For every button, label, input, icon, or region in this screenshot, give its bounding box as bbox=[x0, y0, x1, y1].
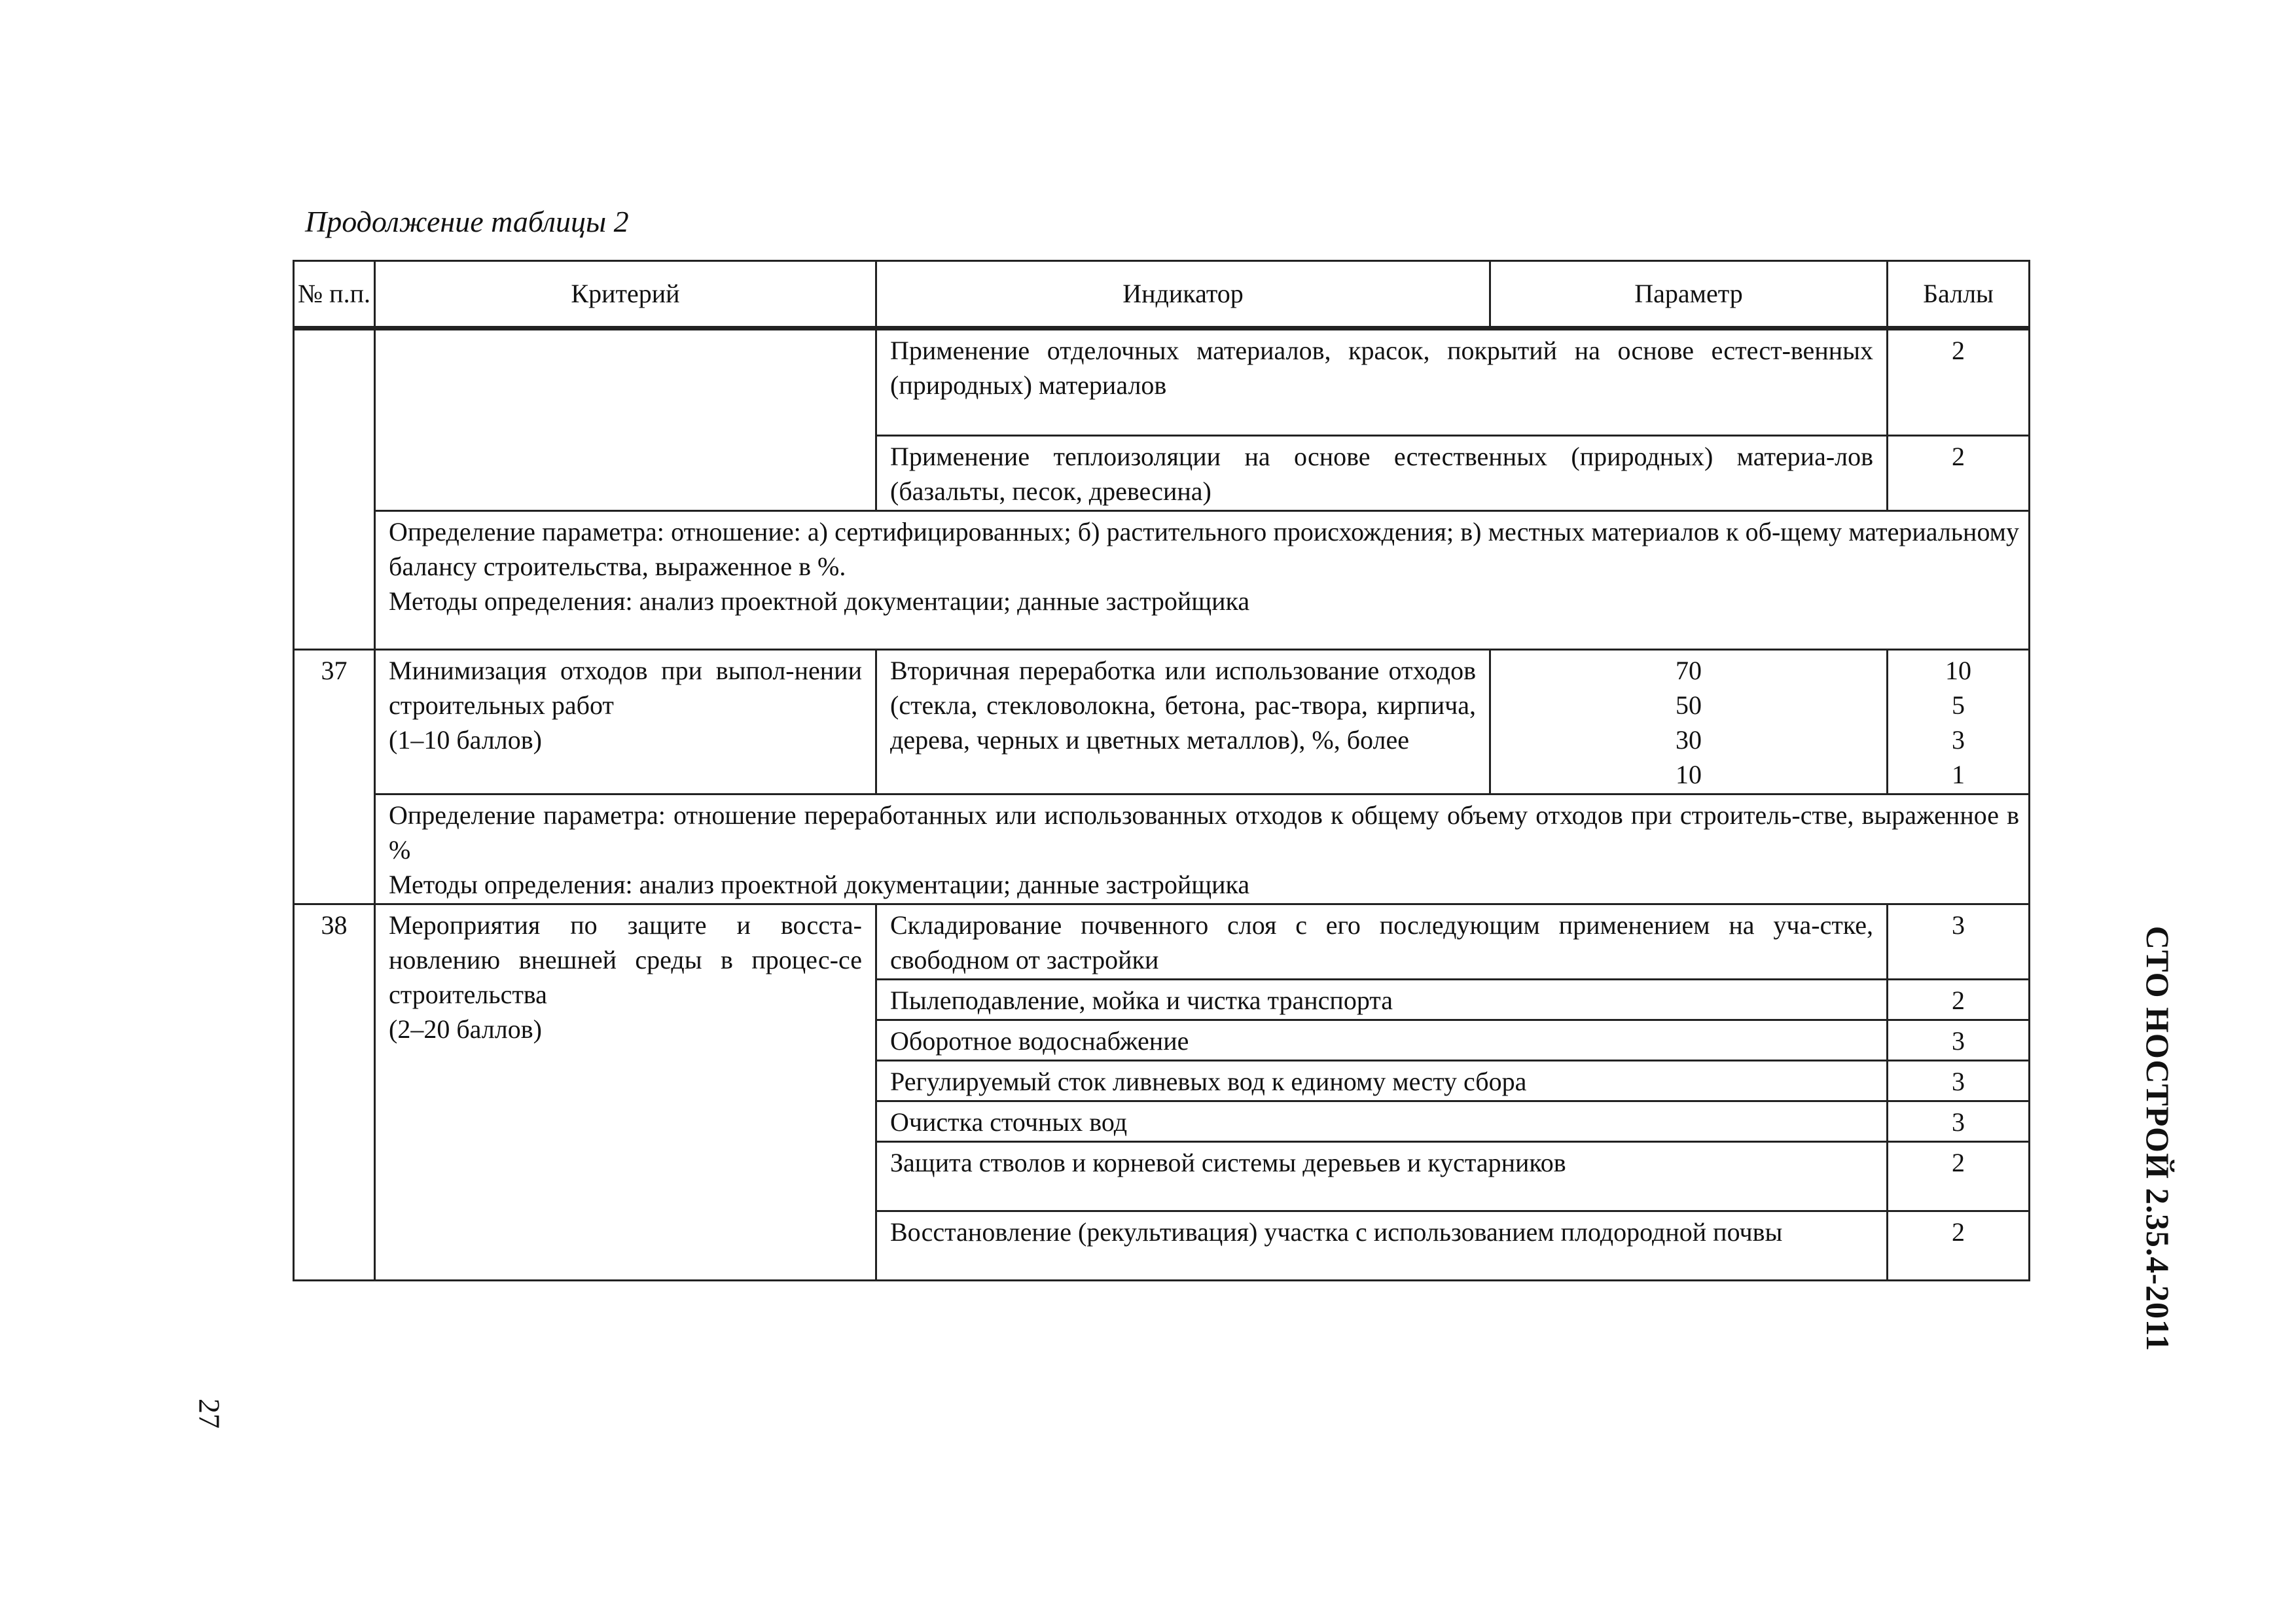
document-code-text: СТО НОСТРОЙ 2.35.4-2011 bbox=[2140, 925, 2176, 1352]
table-row bbox=[294, 329, 2030, 436]
row38-indicator: Регулируемый сток ливневых вод к единому месту сбора bbox=[876, 1061, 1888, 1101]
row38-criterion-points: (2–20 баллов) bbox=[389, 1014, 542, 1044]
row37-criterion-cell bbox=[375, 650, 876, 794]
row36-num-cell bbox=[294, 329, 375, 650]
row36-points-finishing: 2 bbox=[1888, 329, 2030, 436]
row38-indicator: Пылеподавление, мойка и чистка транспорта bbox=[876, 980, 1888, 1020]
page-number bbox=[190, 1387, 229, 1440]
row38-points: 3 bbox=[1888, 1020, 2030, 1061]
header-criterion: Критерий bbox=[375, 261, 876, 329]
row37-param-value: 30 bbox=[1676, 725, 1702, 755]
header-parameter: Параметр bbox=[1490, 261, 1888, 329]
header-points: Баллы bbox=[1888, 261, 2030, 329]
table-row bbox=[294, 904, 2030, 980]
row36-definition bbox=[375, 511, 2030, 650]
row38-indicator: Оборотное водоснабжение bbox=[876, 1020, 1888, 1061]
row37-definition bbox=[375, 794, 2030, 904]
row36-methods-text: Методы определения: анализ проектной документации; данные застройщика bbox=[389, 586, 1250, 616]
row37-param-value: 10 bbox=[1676, 760, 1702, 789]
header-indicator: Индикатор bbox=[876, 261, 1490, 329]
row36-points-insulation: 2 bbox=[1888, 436, 2030, 511]
row37-criterion-points: (1–10 баллов) bbox=[389, 725, 542, 755]
row38-num: 38 bbox=[294, 904, 375, 1281]
row38-indicator: Защита стволов и корневой системы деревьев и кустарников bbox=[876, 1142, 1888, 1211]
row38-points: 3 bbox=[1888, 1061, 2030, 1101]
row37-param-value: 50 bbox=[1676, 690, 1702, 720]
row38-criterion-cell bbox=[375, 904, 876, 1281]
row37-criterion: Минимизация отходов при выпол-нении строительных работ bbox=[389, 656, 862, 720]
row37-params bbox=[1490, 650, 1888, 794]
table-caption: Продолжение таблицы 2 bbox=[305, 205, 629, 238]
row38-indicator: Складирование почвенного слоя с его последующим применением на уча-стке, свободном от застройки bbox=[876, 904, 1888, 980]
row38-points: 3 bbox=[1888, 904, 2030, 980]
header-num: № п.п. bbox=[294, 261, 375, 329]
row37-definition-text: Определение параметра: отношение переработанных или использованных отходов к общему объему отходов при строитель-стве, выраженное в % bbox=[389, 800, 2019, 865]
row37-methods-text: Методы определения: анализ проектной документации; данные застройщика bbox=[389, 870, 1250, 899]
table-row bbox=[294, 650, 2030, 794]
table-header-row bbox=[294, 261, 2030, 329]
row36-criterion-cell bbox=[375, 329, 876, 511]
row37-num: 37 bbox=[294, 650, 375, 904]
document-code bbox=[2142, 812, 2174, 1466]
row37-points-value: 1 bbox=[1952, 760, 1965, 789]
row36-definition-text: Определение параметра: отношение: а) сертифицированных; б) растительного происхождения; в) местных материалов к об-щему материальному балансу строительства, выраженное в %. bbox=[389, 517, 2019, 581]
row38-indicator: Восстановление (рекультивация) участка с использованием плодородной почвы bbox=[876, 1211, 1888, 1281]
row36-indicator-finishing: Применение отделочных материалов, красок, покрытий на основе естест-венных (природных) материалов bbox=[876, 329, 1888, 436]
row37-indicator: Вторичная переработка или использование отходов (стекла, стекловолокна, бетона, рас-твора, кирпича, дерева, черных и цветных металлов), %, более bbox=[876, 650, 1490, 794]
row37-points-value: 5 bbox=[1952, 690, 1965, 720]
row37-points bbox=[1888, 650, 2030, 794]
criteria-table bbox=[293, 260, 2030, 1281]
row38-points: 2 bbox=[1888, 980, 2030, 1020]
row38-criterion: Мероприятия по защите и восста-новлению внешней среды в процес-се строительства bbox=[389, 910, 862, 1009]
row38-points: 2 bbox=[1888, 1211, 2030, 1281]
table-row bbox=[294, 794, 2030, 904]
row38-points: 2 bbox=[1888, 1142, 2030, 1211]
page-number-text: 27 bbox=[192, 1399, 226, 1429]
row37-points-value: 10 bbox=[1945, 656, 1971, 685]
row38-indicator: Очистка сточных вод bbox=[876, 1101, 1888, 1142]
row38-points: 3 bbox=[1888, 1101, 2030, 1142]
row37-param-value: 70 bbox=[1676, 656, 1702, 685]
row36-indicator-insulation: Применение теплоизоляции на основе естественных (природных) материа-лов (базальты, песок, древесина) bbox=[876, 436, 1888, 511]
row37-points-value: 3 bbox=[1952, 725, 1965, 755]
table-row bbox=[294, 511, 2030, 650]
